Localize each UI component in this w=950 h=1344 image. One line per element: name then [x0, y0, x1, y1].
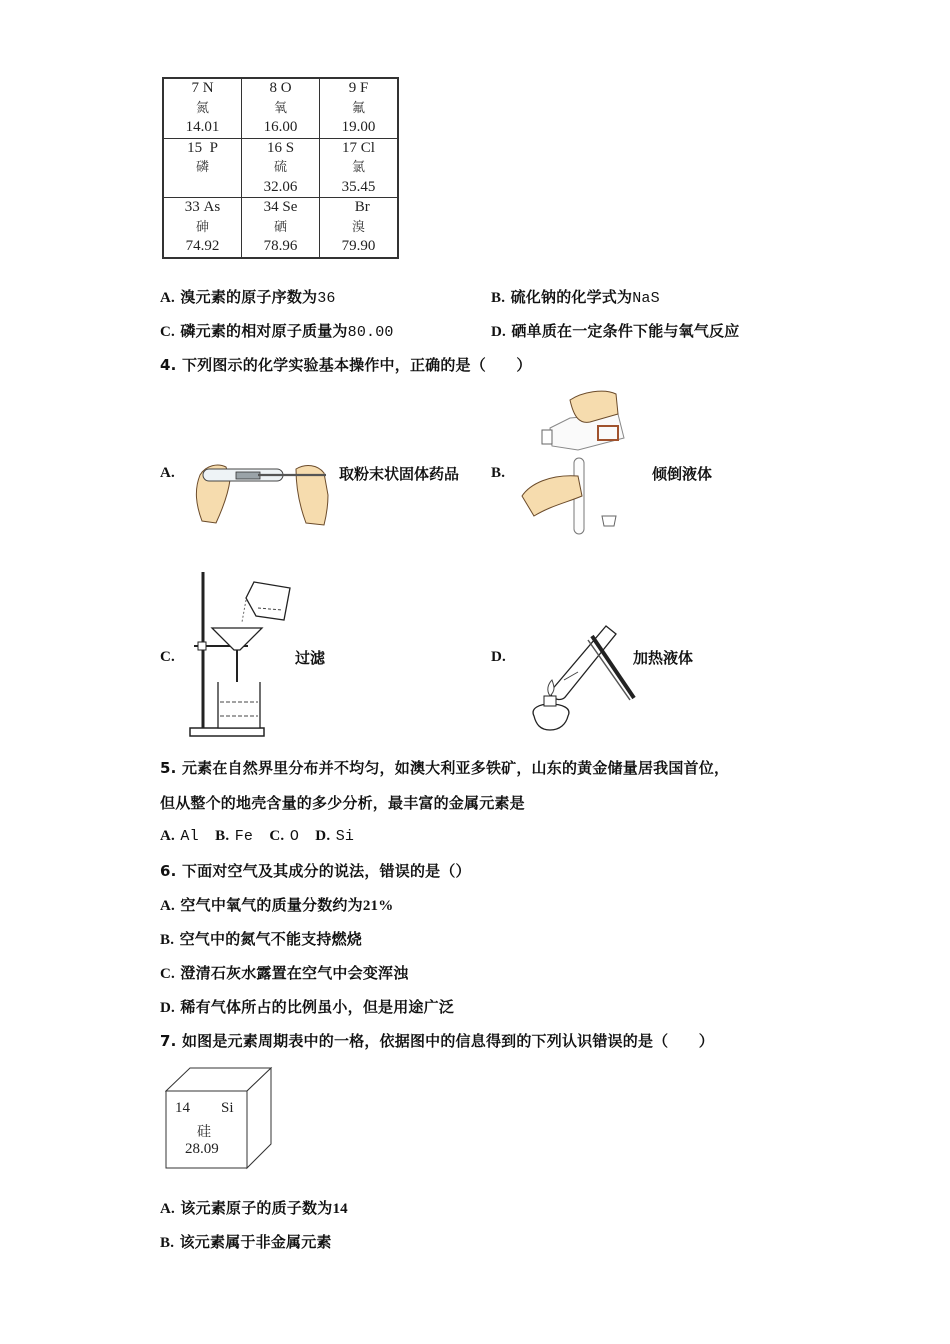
q6-option-a: A. 空气中氧气的质量分数约为21% [160, 896, 394, 914]
q4-option-d-letter: D. [491, 649, 506, 665]
filtration-figure [188, 570, 303, 738]
element-cell: 8 O 氧 16.00 [242, 78, 320, 138]
q4-option-b-letter: B. [491, 465, 506, 481]
q3-option-a: A. 溴元素的原子序数为36 [160, 288, 336, 307]
q6-stem: 6. 下面对空气及其成分的说法，错误的是（） [160, 862, 471, 880]
cube-outline [165, 1066, 275, 1170]
pouring-liquid-figure [520, 388, 640, 536]
element-cell: 17 Cl 氯 35.45 [320, 138, 399, 198]
element-cell: 7 N 氮 14.01 [163, 78, 242, 138]
element-cell: 15 P 磷 [163, 138, 242, 198]
element-table-row [163, 78, 398, 138]
si-element-cube [165, 1066, 275, 1170]
element-table [162, 77, 399, 259]
test-tube-powder-figure [188, 455, 338, 530]
q5-stem-line1: 5. 元素在自然界里分布并不均匀，如澳大利亚多铁矿，山东的黄金储量居我国首位， [160, 759, 730, 777]
q4-stem: 4. 下列图示的化学实验基本操作中，正确的是（ ） [160, 356, 532, 374]
q7-option-a: A. 该元素原子的质子数为14 [160, 1199, 348, 1217]
element-cell: 34 Se 硒 78.96 [242, 198, 320, 258]
q3-option-d: D. 硒单质在一定条件下能与氧气反应 [491, 322, 740, 340]
q4-option-c-letter: C. [160, 649, 175, 665]
q3-option-b: B. 硫化钠的化学式为NaS [491, 288, 660, 307]
q4-option-c-caption: 过滤 [295, 649, 326, 667]
element-cell: 16 S 硫 32.06 [242, 138, 320, 198]
element-cell: 9 F 氟 19.00 [320, 78, 399, 138]
q4-option-a-caption: 取粉末状固体药品 [339, 465, 460, 483]
element-cell: Br 溴 79.90 [320, 198, 399, 258]
q6-option-d: D. 稀有气体所占的比例虽小，但是用途广泛 [160, 998, 455, 1016]
q3-option-c: C. 磷元素的相对原子质量为80.00 [160, 322, 394, 341]
q5-options: A. Al B. Fe C. O D. Si [160, 828, 355, 845]
q6-option-c: C. 澄清石灰水露置在空气中会变浑浊 [160, 964, 409, 982]
si-name: 硅 [197, 1124, 211, 1140]
q6-option-b: B. 空气中的氮气不能支持燃烧 [160, 930, 362, 948]
q7-stem: 7. 如图是元素周期表中的一格，依据图中的信息得到的下列认识错误的是（ ） [160, 1032, 714, 1050]
si-atomic-number: 14 [175, 1100, 190, 1116]
element-table-row [163, 198, 398, 258]
q4-option-a-letter: A. [160, 465, 175, 481]
q4-option-b-caption: 倾倒液体 [652, 465, 713, 483]
si-symbol: Si [221, 1100, 234, 1116]
si-atomic-mass: 28.09 [185, 1141, 219, 1157]
element-cell: 33 As 砷 74.92 [163, 198, 242, 258]
q7-option-b: B. 该元素属于非金属元素 [160, 1233, 332, 1251]
q4-option-d-caption: 加热液体 [633, 649, 694, 667]
element-table-row [163, 138, 398, 198]
heating-liquid-figure [520, 620, 640, 738]
q5-stem-line2: 但从整个的地壳含量的多少分析，最丰富的金属元素是 [160, 794, 525, 812]
